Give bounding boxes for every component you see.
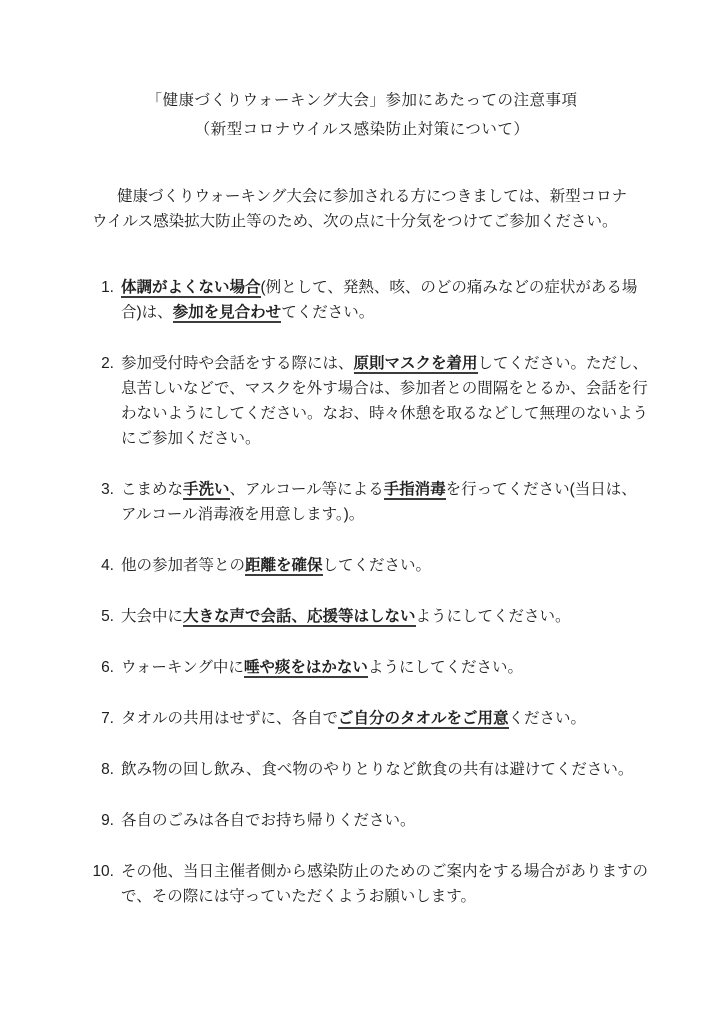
item-number: 9.: [101, 812, 114, 829]
item-segment: してください。ただし、息苦しいなどで、マスクを外す場合は、参加者との間隔をとるか、会話を行わないようにしてください。なお、時々休憩を取るなどして無理のないようにご参加ください。: [121, 355, 649, 447]
item-emphasis: ご自分のタオルをご用意: [338, 710, 509, 727]
item-segment: てください。: [281, 304, 375, 321]
item-segment: してください。: [322, 557, 432, 574]
item-segment: 大会中に: [121, 608, 184, 625]
list-item: [101, 808, 650, 833]
item-segment: こまめな: [121, 481, 184, 498]
item-text: [121, 659, 523, 678]
list-item: [92, 859, 650, 909]
item-emphasis: 参加を見合わせ: [172, 304, 282, 321]
item-number: 8.: [101, 761, 114, 778]
item-number: 2.: [101, 355, 114, 372]
item-segment: 各自のごみは各自でお持ち帰りください。: [121, 812, 416, 829]
list-item: [101, 706, 650, 731]
document-subtitle: （新型コロナウイルス感染防止対策について）: [194, 121, 530, 138]
item-text: [121, 557, 431, 576]
item-text: [121, 761, 633, 778]
item-text: [121, 481, 637, 523]
item-emphasis: 距離を確保: [245, 557, 323, 574]
item-segment: ください。: [508, 710, 587, 727]
item-segment: 飲み物の回し飲み、食べ物のやりとりなど飲食の共有は避けてください。: [121, 761, 634, 778]
list-item: [101, 757, 650, 782]
document-title: 「健康づくりウォーキング大会」参加にあたっての注意事項: [146, 92, 578, 109]
item-text: [121, 812, 416, 829]
item-text: [121, 710, 586, 729]
item-segment: 参加受付時や会話をする際には、: [121, 355, 354, 372]
list-item: [101, 553, 650, 578]
item-emphasis: 体調がよくない場合: [121, 279, 261, 296]
item-number: 5.: [101, 608, 114, 625]
list-item: [101, 275, 650, 325]
item-segment: タオルの共用はせずに、各自で: [121, 710, 339, 727]
item-emphasis: 大きな声で会話、応援等はしない: [183, 608, 416, 625]
item-segment: ようにしてください。: [367, 659, 523, 676]
list-item: [101, 477, 650, 527]
item-segment: その他、当日主催者側から感染防止のためのご案内をする場合がありますので、その際には守っていただくようお願いします。: [121, 863, 649, 905]
list-item: [101, 351, 650, 451]
item-number: 10.: [92, 863, 114, 880]
item-text: [121, 355, 648, 447]
item-number: 7.: [101, 710, 114, 727]
item-emphasis: 原則マスクを着用: [353, 355, 478, 372]
item-number: 3.: [101, 481, 114, 498]
item-number: 4.: [101, 557, 114, 574]
item-text: [121, 279, 637, 323]
item-number: 6.: [101, 659, 114, 676]
item-emphasis: 唾や痰をはかない: [243, 659, 368, 676]
item-segment: ウォーキング中に: [121, 659, 244, 676]
item-emphasis: 手洗い: [183, 481, 230, 498]
item-segment: を行ってください(当日は、アルコール消毒液を用意します。)。: [121, 481, 637, 523]
item-segment: (例として、発熱、咳、のどの痛みなどの症状がある場合)は、: [121, 279, 638, 321]
item-text: [121, 863, 648, 905]
intro-paragraph: 健康づくりウォーキング大会に参加される方につきましては、新型コロナウイルス感染拡大防止等のため、次の点に十分気をつけてご参加ください。: [92, 188, 628, 230]
item-emphasis: 手指消毒: [383, 481, 446, 498]
item-number: 1.: [101, 279, 114, 296]
item-text: [121, 608, 571, 627]
list-item: [101, 604, 650, 629]
item-segment: 他の参加者等との: [121, 557, 246, 574]
item-segment: 、アルコール等による: [229, 481, 384, 498]
notice-list: [0, 275, 724, 909]
item-segment: ようにしてください。: [415, 608, 571, 625]
list-item: [101, 655, 650, 680]
